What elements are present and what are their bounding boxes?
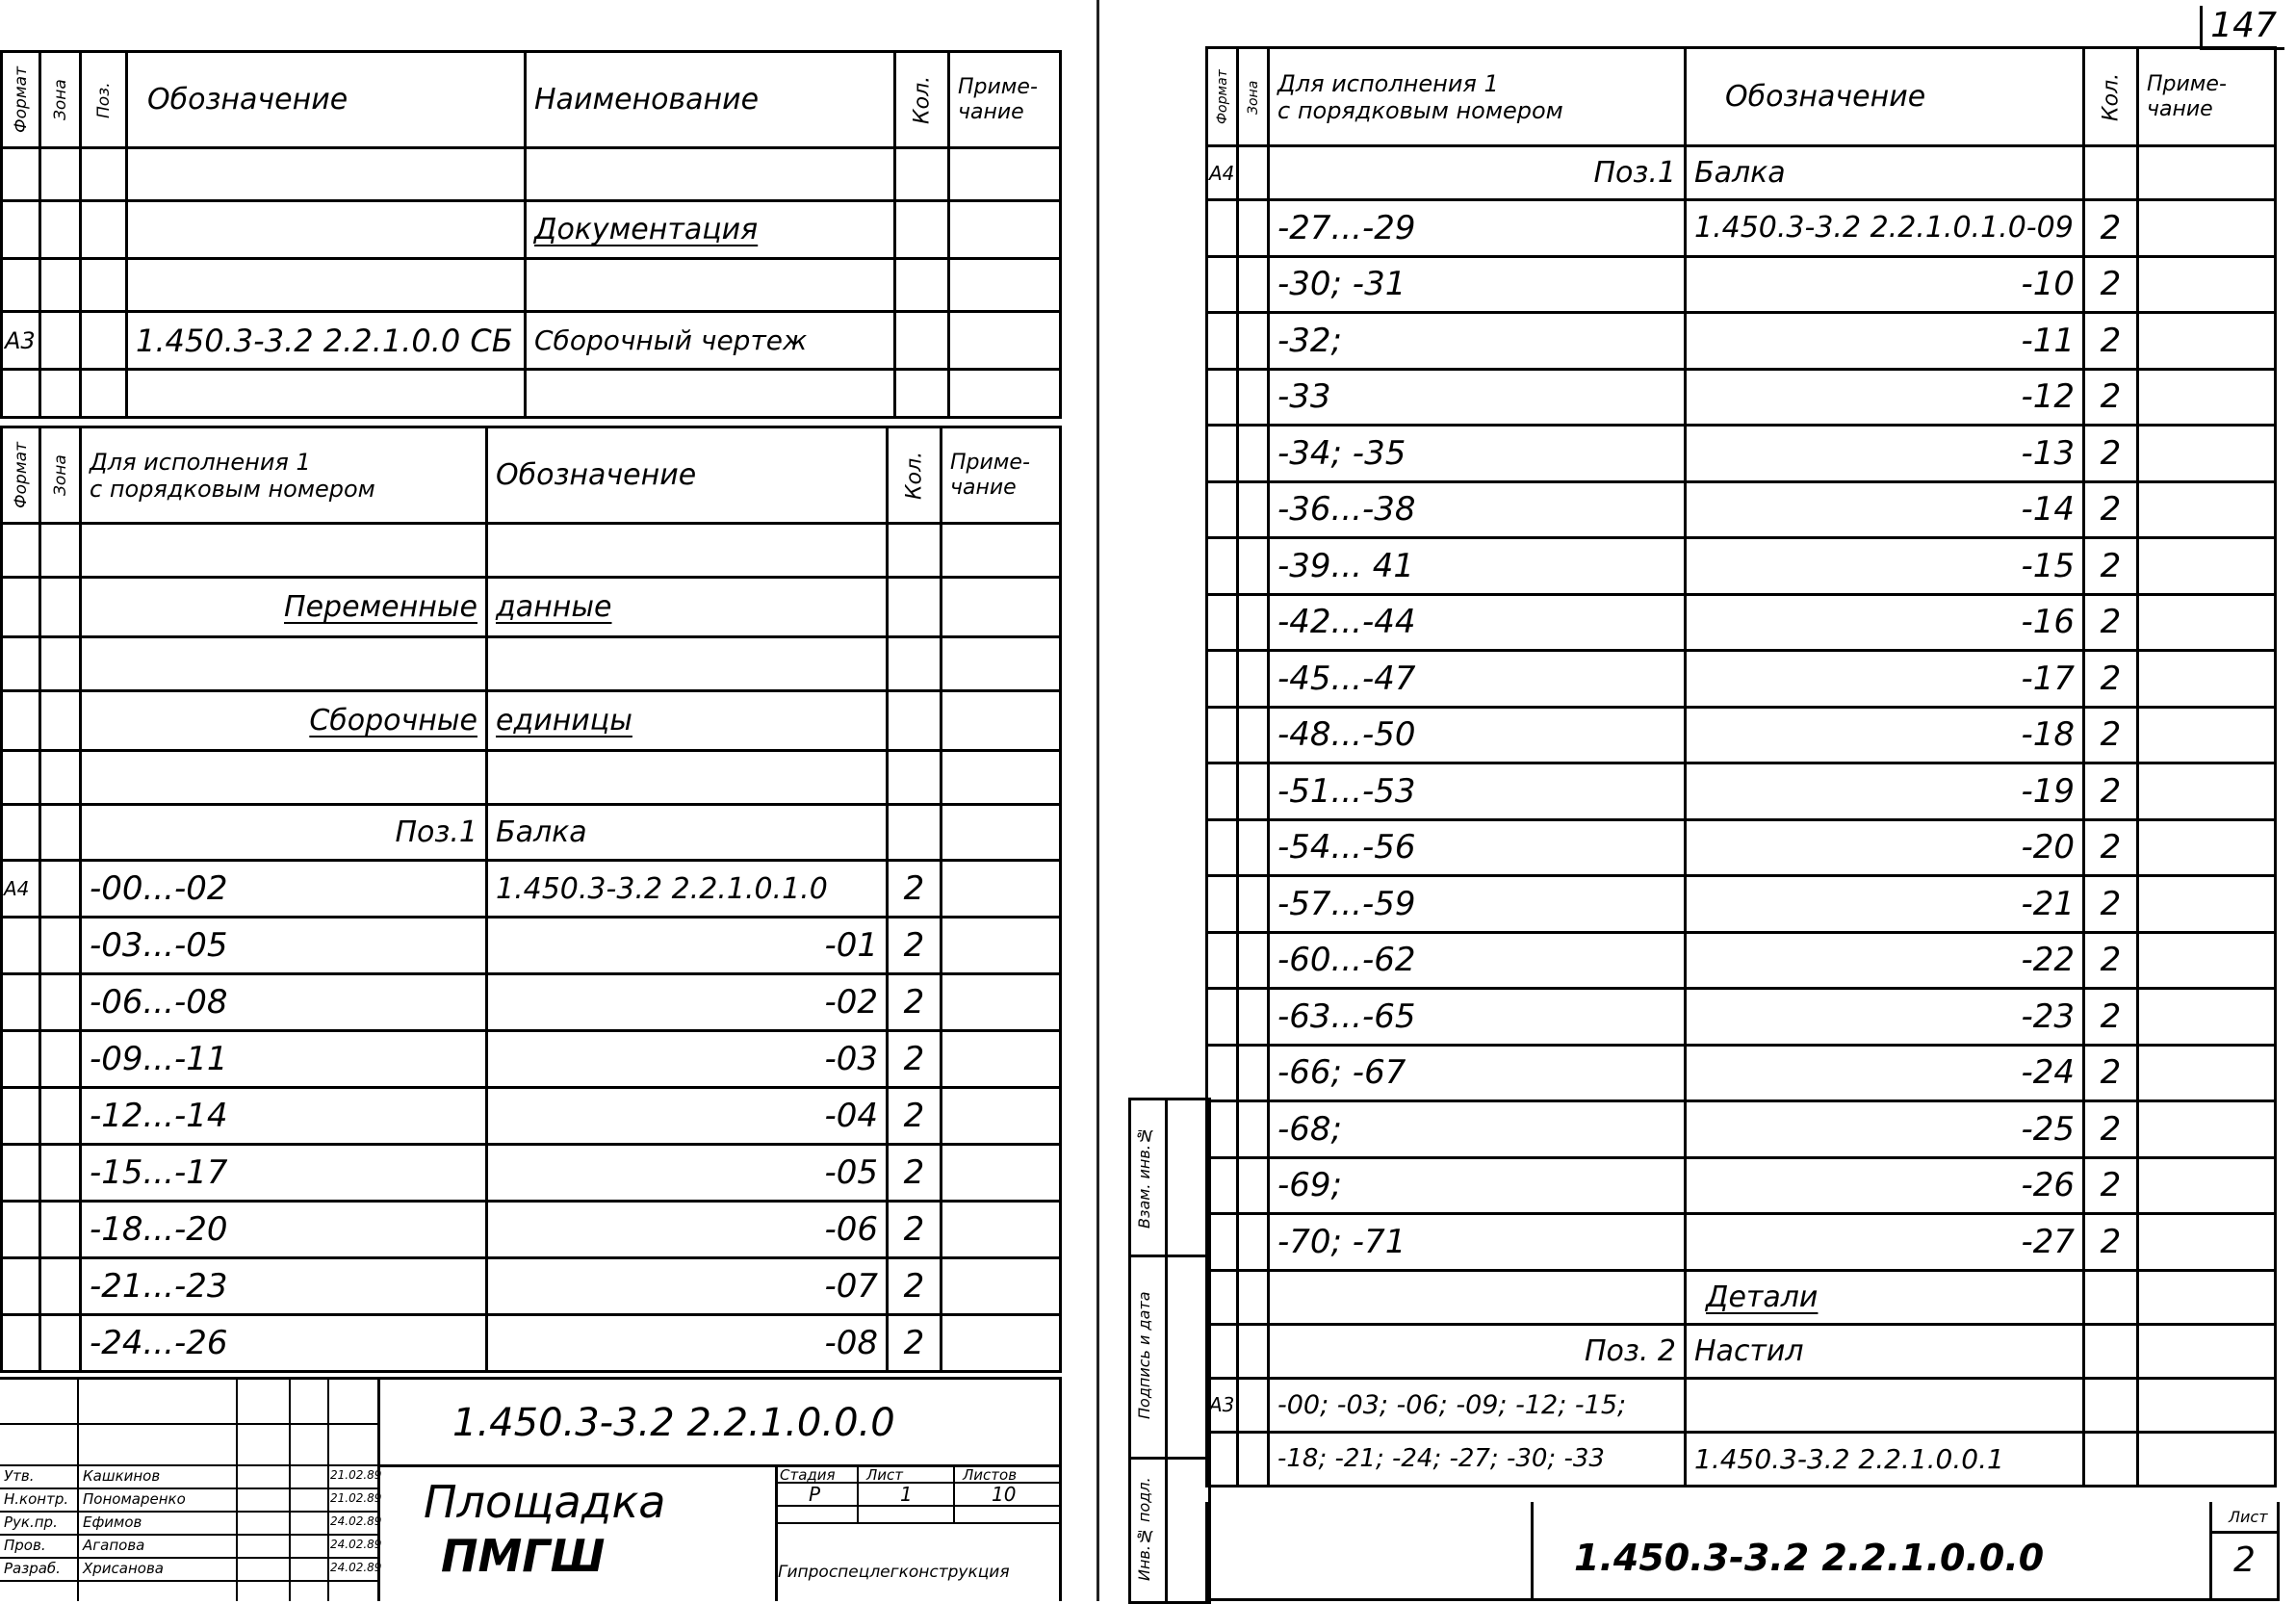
- table-row: [1207, 481, 2276, 538]
- r-header-qty: Кол.: [2084, 48, 2138, 146]
- table-row: [1207, 989, 2276, 1046]
- table-row: [1207, 538, 2276, 595]
- row-designation: -24: [1686, 1045, 2084, 1101]
- r-pos1-label: Поз.1: [1269, 146, 1686, 200]
- header-zone: Зона: [40, 52, 81, 148]
- row-designation: -14: [1686, 481, 2084, 538]
- doc-format: А3: [2, 312, 40, 370]
- row-qty: 2: [2084, 876, 2138, 933]
- side-label-replace: Взам. инв.№: [1135, 1126, 1153, 1229]
- footer-sheet-label: Лист: [2229, 1508, 2268, 1526]
- row-designation: -05: [487, 1145, 888, 1202]
- table-row: [1207, 1045, 2276, 1101]
- row-designation: -21: [1686, 876, 2084, 933]
- row-format: [2, 1145, 40, 1202]
- section-variable: Переменные: [81, 578, 487, 637]
- table-row: [1207, 707, 2276, 763]
- row-qty: 2: [888, 1202, 942, 1258]
- row-qty: 2: [2084, 763, 2138, 820]
- right-footer: [1205, 1502, 2280, 1601]
- row-qty: 2: [888, 918, 942, 974]
- row-qty: 2: [2084, 1045, 2138, 1101]
- date: 24.02.89: [330, 1561, 382, 1574]
- row-exec: -00...-02: [81, 861, 487, 918]
- row-qty: 2: [2084, 1157, 2138, 1214]
- pos2-name: Настил: [1686, 1324, 2084, 1378]
- r-format-a4: А4: [1207, 146, 1238, 200]
- row-qty: 2: [888, 974, 942, 1031]
- pos1-name: Балка: [487, 805, 888, 861]
- table-row: [2, 1258, 1061, 1315]
- r-header-designation: Обозначение: [1686, 48, 2084, 146]
- row-designation: 1.450.3-3.2 2.2.1.0.1.0-09: [1686, 200, 2084, 257]
- row-exec: -06...-08: [81, 974, 487, 1031]
- date: 24.02.89: [330, 1514, 382, 1528]
- table-row: [1207, 369, 2276, 426]
- table-row: [1207, 1157, 2276, 1214]
- section-units: единицы: [487, 691, 888, 751]
- row-exec: -09...-11: [81, 1031, 487, 1088]
- header-designation: Обозначение: [127, 52, 526, 148]
- row-qty: 2: [2084, 426, 2138, 482]
- role: Рук.пр.: [4, 1513, 58, 1531]
- table-row: [1207, 932, 2276, 989]
- row-format: [2, 1202, 40, 1258]
- signature-row: [0, 1534, 382, 1557]
- sheet-value: 1: [900, 1483, 913, 1506]
- row-qty: 2: [2084, 369, 2138, 426]
- title-line1: Площадка: [424, 1476, 666, 1528]
- row-designation: -13: [1686, 426, 2084, 482]
- row-exec: -33: [1269, 369, 1686, 426]
- row-designation: -01: [487, 918, 888, 974]
- signature-row: [0, 1488, 382, 1511]
- row-exec: -66; -67: [1269, 1045, 1686, 1101]
- signature-row: [0, 1557, 382, 1580]
- row-exec: -03...-05: [81, 918, 487, 974]
- row-exec: -54...-56: [1269, 819, 1686, 876]
- date: 21.02.89: [330, 1468, 382, 1482]
- row-format: [2, 1088, 40, 1145]
- table-row: [2, 861, 1061, 918]
- table-row: [2, 918, 1061, 974]
- row-designation: -23: [1686, 989, 2084, 1046]
- row-exec: -30; -31: [1269, 256, 1686, 313]
- r-header-exec: Для исполнения 1 с порядковым номером: [1269, 48, 1686, 146]
- section-data: данные: [487, 578, 888, 637]
- doc-name: Сборочный чертеж: [526, 312, 895, 370]
- row-exec: -68;: [1269, 1101, 1686, 1158]
- r-header-zone: Зона: [1238, 48, 1269, 146]
- header-format: Формат: [2, 52, 40, 148]
- row-designation: -25: [1686, 1101, 2084, 1158]
- row-qty: 2: [888, 1145, 942, 1202]
- row-exec: -15...-17: [81, 1145, 487, 1202]
- row-qty: 2: [2084, 200, 2138, 257]
- table-row: [2, 1202, 1061, 1258]
- variable-data-table: [0, 426, 1062, 1373]
- role: Утв.: [4, 1467, 35, 1485]
- table-row: [1207, 200, 2276, 257]
- row-qty: 2: [2084, 1214, 2138, 1271]
- sheets-value: 10: [992, 1483, 1017, 1506]
- page-number: 147: [2200, 6, 2284, 50]
- section-documentation: Документация: [526, 201, 895, 259]
- row-format: [2, 1258, 40, 1315]
- right-variable-table: [1205, 46, 2277, 1488]
- title-block: [0, 1377, 1062, 1601]
- row-exec: -36...-38: [1269, 481, 1686, 538]
- table-row: [1207, 313, 2276, 370]
- row-designation: -22: [1686, 932, 2084, 989]
- row-qty: 2: [888, 1031, 942, 1088]
- row-qty: 2: [888, 1258, 942, 1315]
- row-designation: -10: [1686, 256, 2084, 313]
- row-designation: -17: [1686, 651, 2084, 708]
- row-designation: -18: [1686, 707, 2084, 763]
- row-format: [2, 918, 40, 974]
- side-stamp: [1128, 1098, 1211, 1604]
- row-designation: -16: [1686, 594, 2084, 651]
- table-row: [2, 974, 1061, 1031]
- row-qty: 2: [2084, 819, 2138, 876]
- row-qty: 2: [2084, 594, 2138, 651]
- signature-row: [0, 1511, 382, 1534]
- row-exec: -45...-47: [1269, 651, 1686, 708]
- row-format: [2, 1031, 40, 1088]
- row-designation: 1.450.3-3.2 2.2.1.0.1.0: [487, 861, 888, 918]
- row-designation: -03: [487, 1031, 888, 1088]
- title-doc-code: 1.450.3-3.2 2.2.1.0.0.0: [452, 1401, 895, 1445]
- row-designation: -15: [1686, 538, 2084, 595]
- row-exec: -57...-59: [1269, 876, 1686, 933]
- section-assembly: Сборочные: [81, 691, 487, 751]
- row-exec: -18...-20: [81, 1202, 487, 1258]
- row-format: А4: [2, 861, 40, 918]
- table-row: [1207, 594, 2276, 651]
- row-exec: -48...-50: [1269, 707, 1686, 763]
- row-qty: 2: [888, 1315, 942, 1372]
- stage-label: Стадия: [780, 1466, 836, 1484]
- table-row: [2, 1315, 1061, 1372]
- table-row: [1207, 1214, 2276, 1271]
- row-exec: -34; -35: [1269, 426, 1686, 482]
- stage-value: Р: [809, 1483, 821, 1506]
- footer-doc-code: 1.450.3-3.2 2.2.1.0.0.0: [1574, 1537, 2045, 1579]
- row-designation: -08: [487, 1315, 888, 1372]
- page-divider: [1096, 0, 1099, 1601]
- sheets-label: Листов: [963, 1466, 1018, 1484]
- row-exec: -24...-26: [81, 1315, 487, 1372]
- header-note: Приме- чание: [949, 52, 1061, 148]
- signature-row: [0, 1464, 382, 1488]
- var-header-note: Приме- чание: [942, 427, 1061, 524]
- r-pos1-name: Балка: [1686, 146, 2084, 200]
- table-row: [2, 1031, 1061, 1088]
- side-label-sign: Подпись и дата: [1135, 1291, 1153, 1420]
- row-designation: -27: [1686, 1214, 2084, 1271]
- table-row: [1207, 1101, 2276, 1158]
- table-row: [1207, 426, 2276, 482]
- var-header-format: Формат: [2, 427, 40, 524]
- row-exec: -27...-29: [1269, 200, 1686, 257]
- row-designation: -02: [487, 974, 888, 1031]
- row-qty: 2: [2084, 481, 2138, 538]
- organization: Гипроспецлегконструкция: [778, 1563, 1010, 1582]
- row-designation: -20: [1686, 819, 2084, 876]
- pos2-label: Поз. 2: [1269, 1324, 1686, 1378]
- r-header-note: Приме- чание: [2138, 48, 2276, 146]
- date: 21.02.89: [330, 1491, 382, 1505]
- table-row: [2, 1145, 1061, 1202]
- row-designation: -11: [1686, 313, 2084, 370]
- var-header-zone: Зона: [40, 427, 81, 524]
- row-designation: -04: [487, 1088, 888, 1145]
- table-row: [1207, 256, 2276, 313]
- title-line2: ПМГШ: [441, 1530, 606, 1582]
- side-label-inv: Инв.№ подл.: [1135, 1477, 1153, 1581]
- row-qty: 2: [2084, 989, 2138, 1046]
- row-designation: -12: [1686, 369, 2084, 426]
- row-qty: 2: [2084, 538, 2138, 595]
- row-exec: -69;: [1269, 1157, 1686, 1214]
- r-last-designation: 1.450.3-3.2 2.2.1.0.0.1: [1686, 1432, 2084, 1486]
- row-exec: -21...-23: [81, 1258, 487, 1315]
- role: Пров.: [4, 1537, 46, 1554]
- row-qty: 2: [2084, 313, 2138, 370]
- table-row: [2, 1088, 1061, 1145]
- table-row: [1207, 876, 2276, 933]
- row-exec: -39... 41: [1269, 538, 1686, 595]
- row-qty: 2: [2084, 651, 2138, 708]
- row-format: [2, 974, 40, 1031]
- row-exec: -51...-53: [1269, 763, 1686, 820]
- role: Разраб.: [4, 1560, 61, 1577]
- r-a3-exec: -00; -03; -06; -09; -12; -15;: [1269, 1378, 1686, 1432]
- row-exec: -60...-62: [1269, 932, 1686, 989]
- pos1-label: Поз.1: [81, 805, 487, 861]
- var-header-exec: Для исполнения 1 с порядковым номером: [81, 427, 487, 524]
- person-name: Агапова: [83, 1537, 145, 1554]
- row-exec: -42...-44: [1269, 594, 1686, 651]
- row-designation: -26: [1686, 1157, 2084, 1214]
- row-designation: -06: [487, 1202, 888, 1258]
- r-last-exec: -18; -21; -24; -27; -30; -33: [1269, 1432, 1686, 1486]
- person-name: Хрисанова: [83, 1560, 165, 1577]
- row-qty: 2: [888, 861, 942, 918]
- var-header-qty: Кол.: [888, 427, 942, 524]
- header-pos: Поз.: [81, 52, 127, 148]
- row-designation: -07: [487, 1258, 888, 1315]
- row-qty: 2: [2084, 1101, 2138, 1158]
- row-qty: 2: [2084, 932, 2138, 989]
- row-format: [2, 1315, 40, 1372]
- row-exec: -63...-65: [1269, 989, 1686, 1046]
- person-name: Пономаренко: [83, 1490, 186, 1508]
- spec-table: [0, 50, 1062, 419]
- row-designation: -19: [1686, 763, 2084, 820]
- row-qty: 2: [888, 1088, 942, 1145]
- person-name: Кашкинов: [83, 1467, 161, 1485]
- row-qty: 2: [2084, 707, 2138, 763]
- doc-designation: 1.450.3-3.2 2.2.1.0.0 СБ: [127, 312, 526, 370]
- row-exec: -12...-14: [81, 1088, 487, 1145]
- var-header-designation: Обозначение: [487, 427, 888, 524]
- section-details: Детали: [1686, 1270, 2084, 1324]
- table-row: [1207, 763, 2276, 820]
- r-a3-format: А3: [1207, 1378, 1238, 1432]
- table-row: [1207, 651, 2276, 708]
- row-exec: -70; -71: [1269, 1214, 1686, 1271]
- sheet-label: Лист: [866, 1466, 904, 1484]
- footer-sheet-number: 2: [2233, 1540, 2256, 1580]
- table-row: [1207, 819, 2276, 876]
- row-qty: 2: [2084, 256, 2138, 313]
- r-header-format: Формат: [1207, 48, 1238, 146]
- role: Н.контр.: [4, 1490, 69, 1508]
- row-exec: -32;: [1269, 313, 1686, 370]
- header-name: Наименование: [526, 52, 895, 148]
- header-qty: Кол.: [895, 52, 949, 148]
- person-name: Ефимов: [83, 1513, 142, 1531]
- date: 24.02.89: [330, 1538, 382, 1551]
